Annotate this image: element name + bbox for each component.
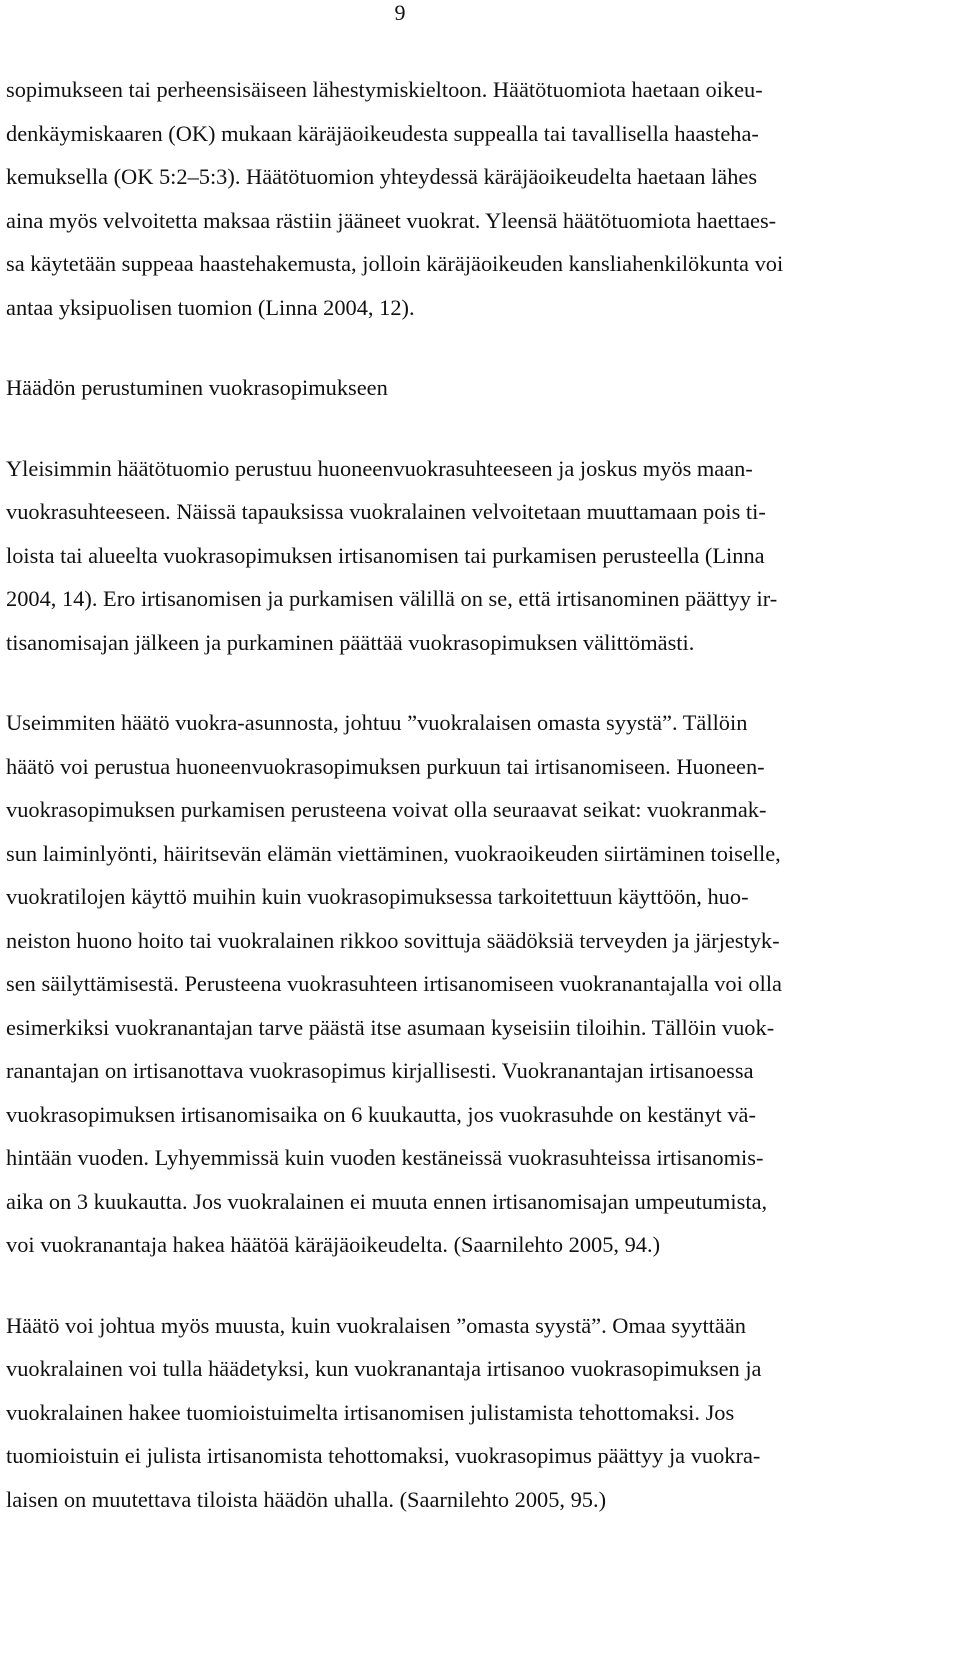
text-line: denkäymiskaaren (OK) mukaan käräjäoikeudesta suppealla tai tavallisella haasteha- (6, 120, 759, 146)
text-line: kemuksella (OK 5:2–5:3). Häätötuomion yhteydessä käräjäoikeudelta haetaan lähes (6, 164, 758, 189)
text-line: vuokrasopimuksen purkamisen perusteena voivat olla seuraavat seikat: vuokranmak- (6, 797, 767, 822)
paragraph-other-reason (6, 1304, 931, 1522)
text-line: häätö voi perustua huoneenvuokrasopimuksen purkuun tai irtisanomiseen. Huoneen- (6, 753, 765, 779)
text-line: aina myös velvoitetta maksaa rästiin jääneet vuokrat. Yleensä häätötuomiota haettaes- (6, 207, 777, 233)
text-line: sa käytetään suppeaa haastehakemusta, jolloin käräjäoikeuden kansliahenkilökunta voi (6, 251, 784, 276)
section-heading (6, 366, 931, 410)
text-line: loista tai alueelta vuokrasopimuksen irtisanomisen tai purkamisen perusteella (Linna (6, 542, 765, 568)
text-line: esimerkiksi vuokranantajan tarve päästä itse asumaan kyseisiin tiloihin. Tällöin vuok- (6, 1014, 775, 1040)
paragraph-tenant-own-reason (6, 701, 931, 1267)
document-body (6, 68, 931, 1521)
section-heading-text: Häädön perustuminen vuokrasopimukseen (6, 375, 388, 400)
text-line: sen säilyttämisestä. Perusteena vuokrasuhteen irtisanomiseen vuokranantajalla voi olla (6, 971, 782, 996)
text-line: ranantajan on irtisanottava vuokrasopimus kirjallisesti. Vuokranantajan irtisanoessa (6, 1058, 754, 1083)
text-line: hintään vuoden. Lyhyemmissä kuin vuoden kestäneissä vuokrasuhteissa irtisanomis- (6, 1145, 764, 1170)
text-line: vuokrasopimuksen irtisanomisaika on 6 kuukautta, jos vuokrasuhde on kestänyt vä- (6, 1101, 756, 1127)
text-line: aika on 3 kuukautta. Jos vuokralainen ei muuta ennen irtisanomisajan umpeutumista, (6, 1188, 768, 1214)
text-line: antaa yksipuolisen tuomion (Linna 2004, 12). (6, 294, 415, 320)
text-line: tisanomisajan jälkeen ja purkaminen päättää vuokrasopimuksen välittömästi. (6, 629, 695, 655)
text-line: vuokrasuhteeseen. Näissä tapauksissa vuokralainen velvoitetaan muuttamaan pois ti- (6, 499, 766, 524)
text-line: sopimukseen tai perheensisäiseen lähestymiskieltoon. Häätötuomiota haetaan oikeu- (6, 77, 763, 102)
page-number: 9 (394, 0, 406, 25)
text-line: Useimmiten häätö vuokra-asunnosta, johtuu ”vuokralaisen omasta syystä”. Tällöin (6, 710, 748, 735)
text-line: vuokralainen hakee tuomioistuimelta irtisanomisen julistamista tehottomaksi. Jos (6, 1399, 735, 1425)
text-line: 2004, 14). Ero irtisanomisen ja purkamisen välillä on se, että irtisanominen päättyy ir- (6, 586, 778, 611)
text-line: laisen on muutettava tiloista häädön uhalla. (Saarnilehto 2005, 95.) (6, 1486, 607, 1512)
text-line: vuokralainen voi tulla häädetyksi, kun vuokranantaja irtisanoo vuokrasopimuksen ja (6, 1356, 762, 1381)
paragraph-eviction-judgment (6, 68, 931, 329)
text-line: tuomioistuin ei julista irtisanomista tehottomaksi, vuokrasopimus päättyy ja vuokra- (6, 1443, 761, 1468)
text-line: sun laiminlyönti, häiritsevän elämän viettäminen, vuokraoikeuden siirtäminen toiselle, (6, 840, 781, 866)
text-line: Yleisimmin häätötuomio perustuu huoneenvuokrasuhteeseen ja joskus myös maan- (6, 455, 753, 481)
text-line: voi vuokranantaja hakea häätöä käräjäoikeudelta. (Saarnilehto 2005, 94.) (6, 1232, 661, 1257)
text-line: Häätö voi johtua myös muusta, kuin vuokralaisen ”omasta syystä”. Omaa syyttään (6, 1312, 746, 1338)
paragraph-lease-basis (6, 447, 931, 665)
text-line: neiston huono hoito tai vuokralainen rikkoo sovittuja säädöksiä terveyden ja järjestyk- (6, 927, 780, 953)
text-line: vuokratilojen käyttö muihin kuin vuokrasopimuksessa tarkoitettuun käyttöön, huo- (6, 884, 749, 909)
